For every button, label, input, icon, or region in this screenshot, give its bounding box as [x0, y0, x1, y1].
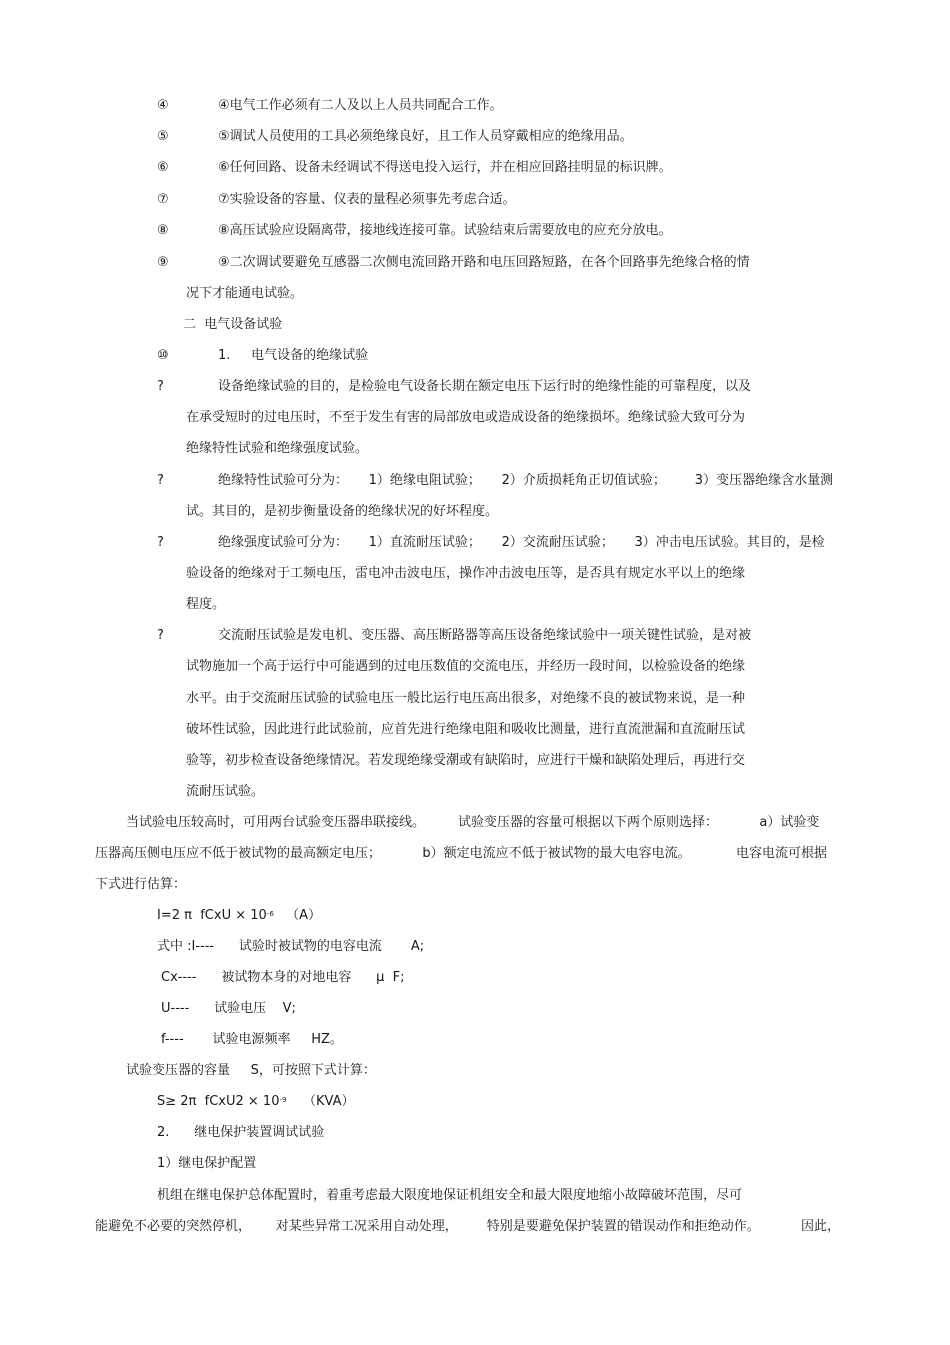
paragraph-line: 流耐压试验。 [186, 784, 265, 799]
formula-current [157, 908, 321, 924]
paragraph-marker: ? [157, 379, 164, 394]
subsection-heading: 1）继电保护配置 [157, 1156, 257, 1171]
body-line: 试验变压器的容量 S，可按照下式计算： [126, 1063, 376, 1078]
definition-line: 式中 :I---- 试验时被试物的电容电流 A; [157, 939, 425, 954]
list-item-text: ⑧高压试验应设隔离带，接地线连接可靠。试验结束后需要放电的应充分放电。 [218, 223, 672, 238]
definition-line: f---- 试验电源频率 HZ。 [161, 1032, 343, 1047]
body-line: 机组在继电保护总体配置时，着重考虑最大限度地保证机组安全和最大限度地缩小故障破坏范围，尽可 [157, 1188, 743, 1203]
paragraph-line: 验设备的绝缘对于工频电压，雷电冲击波电压，操作冲击波电压等，是否具有规定水平以上的绝缘 [186, 566, 746, 581]
paragraph-line: 交流耐压试验是发电机、变压器、高压断路器等高压设备绝缘试验中一项关键性试验，是对被 [218, 628, 752, 643]
paragraph-line: 绝缘特性试验和绝缘强度试验。 [186, 441, 369, 456]
body-line: 当试验电压较高时，可用两台试验变压器串联接线。 试验变压器的容量可根据以下两个原则选择： a）试验变 [126, 815, 820, 830]
list-marker: ⑤ [157, 129, 169, 144]
list-item-text: ⑥任何回路、设备未经调试不得送电投入运行，并在相应回路挂明显的标识牌。 [218, 160, 672, 175]
formula-main: S≥ 2π fCxU2 × 10 [157, 1094, 280, 1109]
paragraph-marker: ? [157, 473, 164, 488]
paragraph-line: 绝缘强度试验可分为： 1）直流耐压试验； 2）交流耐压试验； 3）冲击电压试验。其目的，是检 [218, 535, 825, 550]
subsection-heading: 2. 继电保护装置调试试验 [157, 1125, 325, 1140]
list-item-text: ⑤调试人员使用的工具必须绝缘良好，且工作人员穿戴相应的绝缘用品。 [218, 129, 633, 144]
list-marker: ⑧ [157, 223, 169, 238]
list-item-text: ⑨二次调试要避免互感器二次侧电流回路开路和电压回路短路，在各个回路事先绝缘合格的情 [218, 255, 750, 270]
paragraph-line: 验等，初步检查设备绝缘情况。若发现绝缘受潮或有缺陷时，应进行干燥和缺陷处理后，再进行交 [186, 753, 746, 768]
list-marker: ⑩ [157, 348, 169, 363]
paragraph-marker: ? [157, 628, 164, 643]
list-item-text: ⑦实验设备的容量、仪表的量程必须事先考虑合适。 [218, 192, 516, 207]
body-line: 能避免不必要的突然停机， 对某些异常工况采用自动处理， 特别是要避免保护装置的错误动作和拒绝动作。 因此， [95, 1219, 841, 1234]
paragraph-line: 绝缘特性试验可分为： 1）绝缘电阻试验； 2）介质损耗角正切值试验； 3）变压器绝缘含水量测 [218, 473, 834, 488]
paragraph-marker: ? [157, 535, 164, 550]
section-heading: 二 电气设备试验 [183, 317, 283, 332]
paragraph-line: 试。其目的，是初步衡量设备的绝缘状况的好坏程度。 [186, 504, 499, 519]
list-marker: ⑨ [157, 255, 169, 270]
list-item-text: ④电气工作必须有二人及以上人员共同配合工作。 [218, 98, 503, 113]
paragraph-line: 程度。 [186, 597, 226, 612]
definition-line: U---- 试验电压 V; [161, 1001, 296, 1016]
paragraph-line: 破坏性试验，因此进行此试验前，应首先进行绝缘电阻和吸收比测量，进行直流泄漏和直流耐压试 [186, 722, 746, 737]
paragraph-line: 水平。由于交流耐压试验的试验电压一般比运行电压高出很多，对绝缘不良的被试物来说，是一种 [186, 691, 746, 706]
formula-capacity [157, 1094, 354, 1110]
paragraph-line: 试物施加一个高于运行中可能遇到的过电压数值的交流电压，并经历一段时间，以检验设备的绝缘 [186, 659, 746, 674]
formula-unit: （A） [273, 908, 322, 923]
list-marker: ⑦ [157, 192, 169, 207]
definition-line: Cx---- 被试物本身的对地电容 μ F; [161, 970, 405, 985]
formula-exponent: -6 [266, 910, 274, 918]
list-item-text: 况下才能通电试验。 [186, 286, 304, 301]
subsection-heading: 1. 电气设备的绝缘试验 [218, 348, 369, 363]
list-marker: ④ [157, 98, 169, 113]
formula-exponent: -9 [279, 1096, 287, 1104]
paragraph-line: 设备绝缘试验的目的，是检验电气设备长期在额定电压下运行时的绝缘性能的可靠程度，以及 [218, 379, 752, 394]
formula-unit: （KVA） [286, 1094, 355, 1109]
body-line: 下式进行估算： [95, 877, 187, 892]
list-marker: ⑥ [157, 160, 169, 175]
paragraph-line: 在承受短时的过电压时，不至于发生有害的局部放电或造成设备的绝缘损坏。绝缘试验大致可分为 [186, 410, 746, 425]
body-line: 压器高压侧电压应不低于被试物的最高额定电压； b）额定电流应不低于被试物的最大电容电流。 电容电流可根据 [95, 846, 828, 861]
formula-main: I=2 π fCxU × 10 [157, 908, 267, 923]
